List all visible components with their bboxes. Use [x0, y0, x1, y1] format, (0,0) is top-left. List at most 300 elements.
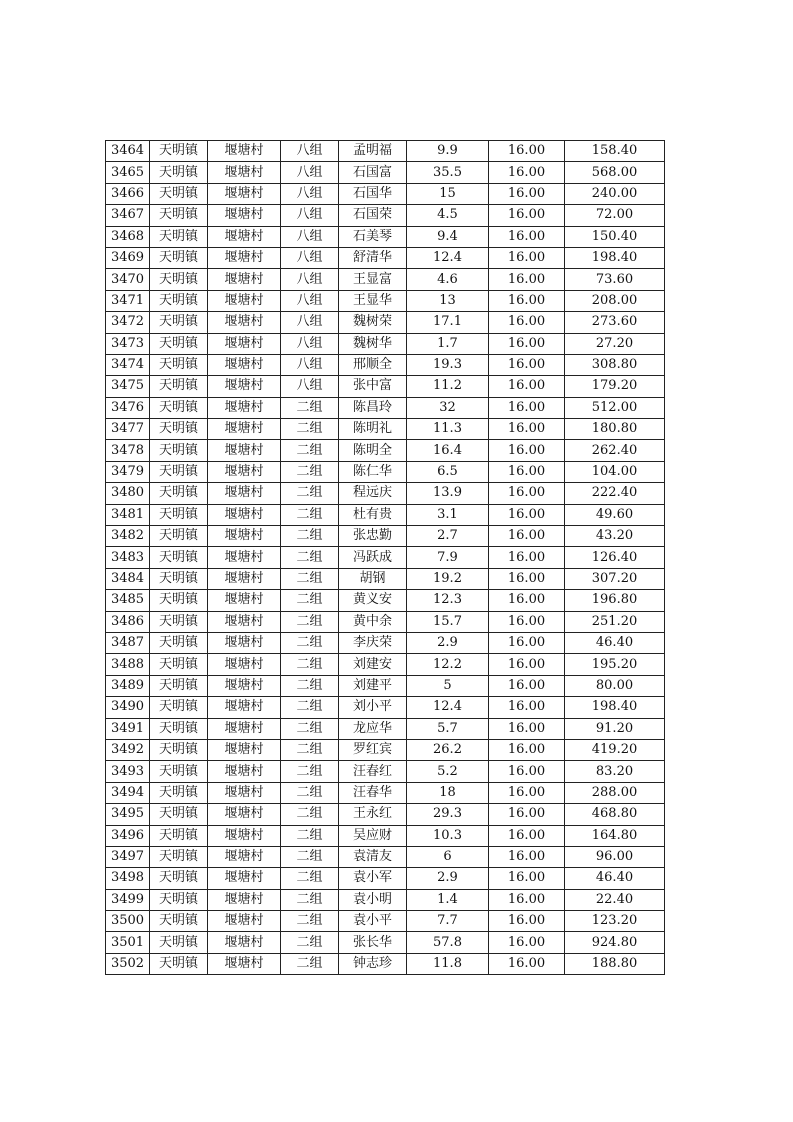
name-cell: 张长华: [339, 932, 407, 953]
row-number: 3495: [106, 804, 150, 825]
town-cell: 天明镇: [150, 290, 208, 311]
amount-cell: 196.80: [565, 590, 665, 611]
rate-cell: 16.00: [489, 183, 565, 204]
row-number: 3482: [106, 526, 150, 547]
name-cell: 孟明福: [339, 141, 407, 162]
area-cell: 19.3: [407, 354, 489, 375]
rate-cell: 16.00: [489, 632, 565, 653]
village-cell: 堰塘村: [208, 247, 281, 268]
village-cell: 堰塘村: [208, 782, 281, 803]
area-cell: 29.3: [407, 804, 489, 825]
name-cell: 王永红: [339, 804, 407, 825]
name-cell: 陈明礼: [339, 419, 407, 440]
row-number: 3474: [106, 354, 150, 375]
town-cell: 天明镇: [150, 782, 208, 803]
town-cell: 天明镇: [150, 911, 208, 932]
table-row: [106, 953, 665, 974]
rate-cell: 16.00: [489, 868, 565, 889]
amount-cell: 273.60: [565, 312, 665, 333]
row-number: 3500: [106, 911, 150, 932]
town-cell: 天明镇: [150, 846, 208, 867]
group-cell: 八组: [281, 312, 339, 333]
rate-cell: 16.00: [489, 654, 565, 675]
rate-cell: 16.00: [489, 419, 565, 440]
name-cell: 石美琴: [339, 226, 407, 247]
town-cell: 天明镇: [150, 654, 208, 675]
town-cell: 天明镇: [150, 889, 208, 910]
table-row: [106, 226, 665, 247]
name-cell: 石国富: [339, 162, 407, 183]
name-cell: 袁小军: [339, 868, 407, 889]
name-cell: 黄义安: [339, 590, 407, 611]
village-cell: 堰塘村: [208, 654, 281, 675]
group-cell: 八组: [281, 226, 339, 247]
rate-cell: 16.00: [489, 953, 565, 974]
town-cell: 天明镇: [150, 269, 208, 290]
amount-cell: 22.40: [565, 889, 665, 910]
table-row: [106, 911, 665, 932]
rate-cell: 16.00: [489, 739, 565, 760]
name-cell: 刘建平: [339, 675, 407, 696]
area-cell: 13: [407, 290, 489, 311]
table-row: [106, 141, 665, 162]
table-row: [106, 825, 665, 846]
group-cell: 二组: [281, 846, 339, 867]
group-cell: 二组: [281, 868, 339, 889]
table-row: [106, 568, 665, 589]
town-cell: 天明镇: [150, 761, 208, 782]
table-row: [106, 290, 665, 311]
amount-cell: 307.20: [565, 568, 665, 589]
rate-cell: 16.00: [489, 483, 565, 504]
rate-cell: 16.00: [489, 162, 565, 183]
area-cell: 5: [407, 675, 489, 696]
rate-cell: 16.00: [489, 697, 565, 718]
row-number: 3477: [106, 419, 150, 440]
row-number: 3478: [106, 440, 150, 461]
group-cell: 二组: [281, 461, 339, 482]
rate-cell: 16.00: [489, 376, 565, 397]
row-number: 3467: [106, 205, 150, 226]
area-cell: 3.1: [407, 504, 489, 525]
village-cell: 堰塘村: [208, 611, 281, 632]
town-cell: 天明镇: [150, 483, 208, 504]
rate-cell: 16.00: [489, 590, 565, 611]
name-cell: 龙应华: [339, 718, 407, 739]
amount-cell: 251.20: [565, 611, 665, 632]
rate-cell: 16.00: [489, 141, 565, 162]
rate-cell: 16.00: [489, 269, 565, 290]
amount-cell: 150.40: [565, 226, 665, 247]
row-number: 3491: [106, 718, 150, 739]
area-cell: 9.9: [407, 141, 489, 162]
village-cell: 堰塘村: [208, 354, 281, 375]
area-cell: 2.7: [407, 526, 489, 547]
area-cell: 10.3: [407, 825, 489, 846]
town-cell: 天明镇: [150, 953, 208, 974]
town-cell: 天明镇: [150, 141, 208, 162]
amount-cell: 96.00: [565, 846, 665, 867]
town-cell: 天明镇: [150, 675, 208, 696]
group-cell: 二组: [281, 483, 339, 504]
town-cell: 天明镇: [150, 397, 208, 418]
village-cell: 堰塘村: [208, 397, 281, 418]
amount-cell: 91.20: [565, 718, 665, 739]
town-cell: 天明镇: [150, 504, 208, 525]
table-row: [106, 419, 665, 440]
group-cell: 二组: [281, 889, 339, 910]
group-cell: 二组: [281, 825, 339, 846]
area-cell: 2.9: [407, 632, 489, 653]
town-cell: 天明镇: [150, 333, 208, 354]
area-cell: 12.4: [407, 247, 489, 268]
group-cell: 八组: [281, 290, 339, 311]
village-cell: 堰塘村: [208, 804, 281, 825]
area-cell: 7.9: [407, 547, 489, 568]
rate-cell: 16.00: [489, 312, 565, 333]
name-cell: 罗红宾: [339, 739, 407, 760]
amount-cell: 43.20: [565, 526, 665, 547]
table-row: [106, 868, 665, 889]
row-number: 3469: [106, 247, 150, 268]
town-cell: 天明镇: [150, 440, 208, 461]
table-row: [106, 804, 665, 825]
row-number: 3496: [106, 825, 150, 846]
amount-cell: 568.00: [565, 162, 665, 183]
area-cell: 57.8: [407, 932, 489, 953]
town-cell: 天明镇: [150, 526, 208, 547]
name-cell: 袁清友: [339, 846, 407, 867]
table-row: [106, 675, 665, 696]
group-cell: 八组: [281, 162, 339, 183]
area-cell: 17.1: [407, 312, 489, 333]
table-row: [106, 205, 665, 226]
area-cell: 18: [407, 782, 489, 803]
name-cell: 汪春红: [339, 761, 407, 782]
rate-cell: 16.00: [489, 547, 565, 568]
table-row: [106, 440, 665, 461]
row-number: 3492: [106, 739, 150, 760]
town-cell: 天明镇: [150, 590, 208, 611]
village-cell: 堰塘村: [208, 953, 281, 974]
row-number: 3466: [106, 183, 150, 204]
group-cell: 八组: [281, 183, 339, 204]
area-cell: 12.2: [407, 654, 489, 675]
area-cell: 11.2: [407, 376, 489, 397]
row-number: 3487: [106, 632, 150, 653]
amount-cell: 180.80: [565, 419, 665, 440]
village-cell: 堰塘村: [208, 269, 281, 290]
name-cell: 王显华: [339, 290, 407, 311]
name-cell: 刘建安: [339, 654, 407, 675]
town-cell: 天明镇: [150, 419, 208, 440]
town-cell: 天明镇: [150, 868, 208, 889]
rate-cell: 16.00: [489, 354, 565, 375]
table-row: [106, 526, 665, 547]
row-number: 3490: [106, 697, 150, 718]
group-cell: 八组: [281, 376, 339, 397]
table-row: [106, 354, 665, 375]
village-cell: 堰塘村: [208, 568, 281, 589]
village-cell: 堰塘村: [208, 889, 281, 910]
name-cell: 石国荣: [339, 205, 407, 226]
table-row: [106, 397, 665, 418]
area-cell: 26.2: [407, 739, 489, 760]
group-cell: 八组: [281, 141, 339, 162]
area-cell: 5.2: [407, 761, 489, 782]
row-number: 3485: [106, 590, 150, 611]
row-number: 3475: [106, 376, 150, 397]
row-number: 3480: [106, 483, 150, 504]
rate-cell: 16.00: [489, 611, 565, 632]
town-cell: 天明镇: [150, 312, 208, 333]
area-cell: 4.6: [407, 269, 489, 290]
group-cell: 八组: [281, 269, 339, 290]
row-number: 3493: [106, 761, 150, 782]
rate-cell: 16.00: [489, 440, 565, 461]
amount-cell: 208.00: [565, 290, 665, 311]
town-cell: 天明镇: [150, 739, 208, 760]
rate-cell: 16.00: [489, 889, 565, 910]
table-row: [106, 590, 665, 611]
town-cell: 天明镇: [150, 183, 208, 204]
amount-cell: 468.80: [565, 804, 665, 825]
row-number: 3476: [106, 397, 150, 418]
town-cell: 天明镇: [150, 697, 208, 718]
group-cell: 二组: [281, 932, 339, 953]
name-cell: 陈仁华: [339, 461, 407, 482]
town-cell: 天明镇: [150, 825, 208, 846]
name-cell: 魏树荣: [339, 312, 407, 333]
amount-cell: 123.20: [565, 911, 665, 932]
group-cell: 八组: [281, 247, 339, 268]
village-cell: 堰塘村: [208, 312, 281, 333]
area-cell: 6: [407, 846, 489, 867]
name-cell: 李庆荣: [339, 632, 407, 653]
village-cell: 堰塘村: [208, 761, 281, 782]
name-cell: 张忠勤: [339, 526, 407, 547]
amount-cell: 49.60: [565, 504, 665, 525]
amount-cell: 83.20: [565, 761, 665, 782]
amount-cell: 27.20: [565, 333, 665, 354]
name-cell: 钟志珍: [339, 953, 407, 974]
row-number: 3471: [106, 290, 150, 311]
name-cell: 汪春华: [339, 782, 407, 803]
row-number: 3497: [106, 846, 150, 867]
rate-cell: 16.00: [489, 247, 565, 268]
town-cell: 天明镇: [150, 804, 208, 825]
group-cell: 二组: [281, 697, 339, 718]
rate-cell: 16.00: [489, 397, 565, 418]
rate-cell: 16.00: [489, 825, 565, 846]
town-cell: 天明镇: [150, 247, 208, 268]
village-cell: 堰塘村: [208, 205, 281, 226]
rate-cell: 16.00: [489, 568, 565, 589]
row-number: 3479: [106, 461, 150, 482]
area-cell: 15: [407, 183, 489, 204]
amount-cell: 512.00: [565, 397, 665, 418]
group-cell: 二组: [281, 782, 339, 803]
name-cell: 胡钢: [339, 568, 407, 589]
name-cell: 冯跃成: [339, 547, 407, 568]
town-cell: 天明镇: [150, 226, 208, 247]
table-row: [106, 504, 665, 525]
row-number: 3473: [106, 333, 150, 354]
village-cell: 堰塘村: [208, 632, 281, 653]
village-cell: 堰塘村: [208, 376, 281, 397]
town-cell: 天明镇: [150, 547, 208, 568]
table-row: [106, 269, 665, 290]
name-cell: 刘小平: [339, 697, 407, 718]
amount-cell: 46.40: [565, 632, 665, 653]
village-cell: 堰塘村: [208, 440, 281, 461]
area-cell: 2.9: [407, 868, 489, 889]
table-row: [106, 461, 665, 482]
row-number: 3470: [106, 269, 150, 290]
name-cell: 石国华: [339, 183, 407, 204]
subsidy-table: [105, 140, 665, 975]
area-cell: 11.3: [407, 419, 489, 440]
town-cell: 天明镇: [150, 632, 208, 653]
amount-cell: 240.00: [565, 183, 665, 204]
area-cell: 35.5: [407, 162, 489, 183]
group-cell: 二组: [281, 547, 339, 568]
group-cell: 二组: [281, 675, 339, 696]
group-cell: 二组: [281, 911, 339, 932]
name-cell: 魏树华: [339, 333, 407, 354]
name-cell: 杜有贵: [339, 504, 407, 525]
name-cell: 袁小平: [339, 911, 407, 932]
table-row: [106, 333, 665, 354]
amount-cell: 73.60: [565, 269, 665, 290]
amount-cell: 164.80: [565, 825, 665, 846]
group-cell: 二组: [281, 953, 339, 974]
rate-cell: 16.00: [489, 932, 565, 953]
village-cell: 堰塘村: [208, 739, 281, 760]
row-number: 3472: [106, 312, 150, 333]
village-cell: 堰塘村: [208, 483, 281, 504]
rate-cell: 16.00: [489, 205, 565, 226]
table-row: [106, 654, 665, 675]
village-cell: 堰塘村: [208, 825, 281, 846]
amount-cell: 924.80: [565, 932, 665, 953]
town-cell: 天明镇: [150, 932, 208, 953]
area-cell: 5.7: [407, 718, 489, 739]
row-number: 3501: [106, 932, 150, 953]
village-cell: 堰塘村: [208, 718, 281, 739]
village-cell: 堰塘村: [208, 868, 281, 889]
row-number: 3498: [106, 868, 150, 889]
name-cell: 袁小明: [339, 889, 407, 910]
rate-cell: 16.00: [489, 846, 565, 867]
rate-cell: 16.00: [489, 804, 565, 825]
area-cell: 1.4: [407, 889, 489, 910]
name-cell: 陈昌玲: [339, 397, 407, 418]
town-cell: 天明镇: [150, 162, 208, 183]
table-body: [106, 141, 665, 975]
rate-cell: 16.00: [489, 675, 565, 696]
row-number: 3489: [106, 675, 150, 696]
amount-cell: 126.40: [565, 547, 665, 568]
amount-cell: 158.40: [565, 141, 665, 162]
group-cell: 二组: [281, 611, 339, 632]
row-number: 3484: [106, 568, 150, 589]
row-number: 3465: [106, 162, 150, 183]
amount-cell: 419.20: [565, 739, 665, 760]
town-cell: 天明镇: [150, 376, 208, 397]
area-cell: 12.3: [407, 590, 489, 611]
town-cell: 天明镇: [150, 611, 208, 632]
village-cell: 堰塘村: [208, 526, 281, 547]
group-cell: 二组: [281, 419, 339, 440]
amount-cell: 179.20: [565, 376, 665, 397]
rate-cell: 16.00: [489, 461, 565, 482]
table-row: [106, 312, 665, 333]
name-cell: 吴应财: [339, 825, 407, 846]
rate-cell: 16.00: [489, 782, 565, 803]
village-cell: 堰塘村: [208, 697, 281, 718]
amount-cell: 222.40: [565, 483, 665, 504]
amount-cell: 80.00: [565, 675, 665, 696]
rate-cell: 16.00: [489, 761, 565, 782]
village-cell: 堰塘村: [208, 675, 281, 696]
area-cell: 13.9: [407, 483, 489, 504]
rate-cell: 16.00: [489, 526, 565, 547]
table-row: [106, 162, 665, 183]
table-row: [106, 889, 665, 910]
group-cell: 二组: [281, 504, 339, 525]
village-cell: 堰塘村: [208, 183, 281, 204]
group-cell: 八组: [281, 205, 339, 226]
table-row: [106, 761, 665, 782]
village-cell: 堰塘村: [208, 290, 281, 311]
table-row: [106, 547, 665, 568]
group-cell: 二组: [281, 568, 339, 589]
area-cell: 16.4: [407, 440, 489, 461]
area-cell: 11.8: [407, 953, 489, 974]
village-cell: 堰塘村: [208, 547, 281, 568]
group-cell: 二组: [281, 654, 339, 675]
amount-cell: 104.00: [565, 461, 665, 482]
row-number: 3488: [106, 654, 150, 675]
group-cell: 八组: [281, 333, 339, 354]
amount-cell: 188.80: [565, 953, 665, 974]
village-cell: 堰塘村: [208, 461, 281, 482]
table-row: [106, 483, 665, 504]
table-row: [106, 183, 665, 204]
table-row: [106, 739, 665, 760]
row-number: 3483: [106, 547, 150, 568]
amount-cell: 308.80: [565, 354, 665, 375]
table-row: [106, 846, 665, 867]
name-cell: 邢顺全: [339, 354, 407, 375]
town-cell: 天明镇: [150, 461, 208, 482]
table-row: [106, 782, 665, 803]
village-cell: 堰塘村: [208, 504, 281, 525]
row-number: 3464: [106, 141, 150, 162]
village-cell: 堰塘村: [208, 141, 281, 162]
amount-cell: 46.40: [565, 868, 665, 889]
rate-cell: 16.00: [489, 911, 565, 932]
village-cell: 堰塘村: [208, 846, 281, 867]
town-cell: 天明镇: [150, 205, 208, 226]
village-cell: 堰塘村: [208, 333, 281, 354]
amount-cell: 288.00: [565, 782, 665, 803]
group-cell: 二组: [281, 590, 339, 611]
village-cell: 堰塘村: [208, 590, 281, 611]
village-cell: 堰塘村: [208, 162, 281, 183]
name-cell: 王显富: [339, 269, 407, 290]
